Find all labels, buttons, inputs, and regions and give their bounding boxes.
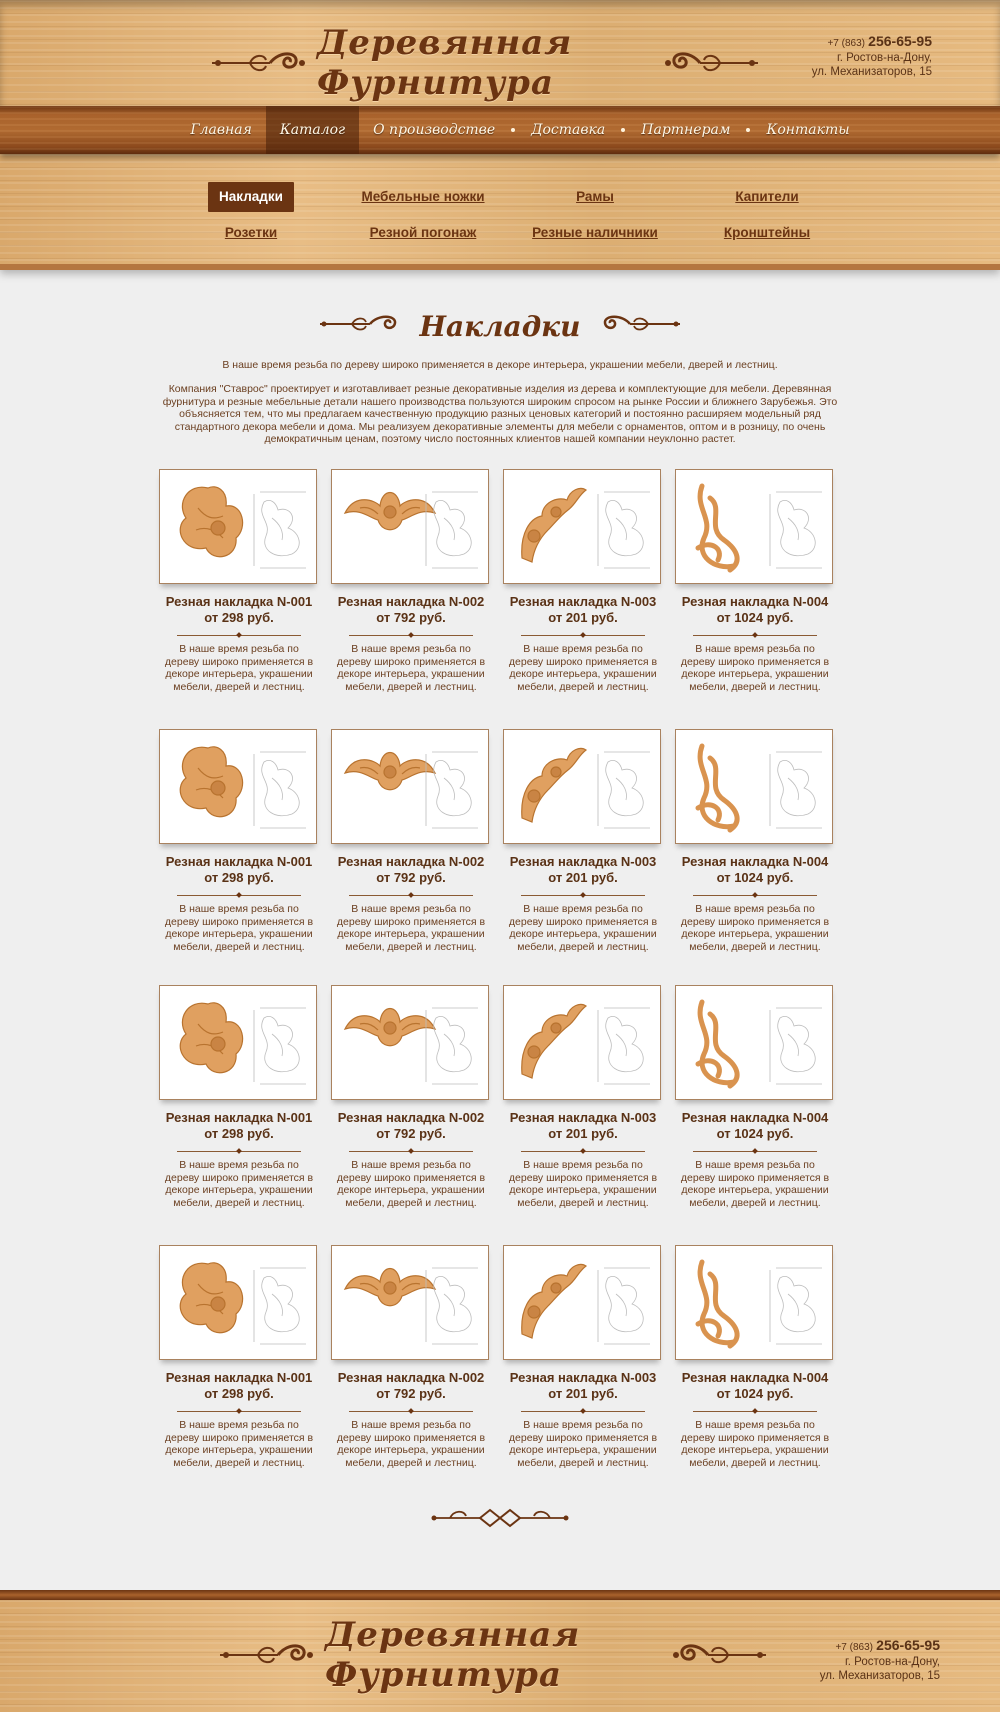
carving-leaf-icon [168,738,248,833]
product-card[interactable] [159,985,319,1209]
product-card[interactable] [675,1245,835,1469]
right-ornament-icon [665,48,760,78]
product-image[interactable] [331,469,489,584]
product-image[interactable] [159,1245,317,1360]
product-description: В наше время резьба по дереву широко применяется в декоре интерьера, украшении мебели, дверей и лестниц. [508,903,658,953]
carving-corner-icon [512,1254,592,1349]
product-title[interactable] [675,854,835,886]
product-description: В наше время резьба по дереву широко применяется в декоре интерьера, украшении мебели, дверей и лестниц. [508,1159,658,1209]
technical-drawing-icon [424,1264,482,1353]
product-name: Резная накладка N-001 [165,1370,313,1385]
product-card[interactable] [675,469,835,693]
product-description: В наше время резьба по дереву широко применяется в декоре интерьера, украшении мебели, дверей и лестниц. [164,1159,314,1209]
footer [0,1600,1000,1712]
title-right-ornament-icon [596,312,682,341]
nav-item-catalog[interactable]: Каталог [266,106,359,154]
product-divider [349,1411,473,1412]
footer-divider [0,1590,1000,1600]
nav-separator-dot [511,128,515,132]
product-image[interactable] [675,469,833,584]
product-title[interactable] [331,1110,491,1142]
product-description: В наше время резьба по дереву широко применяется в декоре интерьера, украшении мебели, дверей и лестниц. [680,643,830,693]
product-image[interactable] [503,1245,661,1360]
footer-phone[interactable] [820,1638,940,1655]
product-price: от 1024 руб. [716,1386,794,1401]
product-divider [521,635,645,636]
product-image[interactable] [331,1245,489,1360]
footer-contacts [820,1638,940,1683]
carving-tall-icon [684,994,754,1099]
product-title[interactable] [331,1370,491,1402]
footer-phone-code: +7 (863) [835,1642,873,1653]
main-nav [0,106,1000,154]
logo[interactable] [210,23,760,103]
footer-left-ornament-icon [218,1640,313,1670]
product-divider [349,895,473,896]
product-title[interactable] [159,1370,319,1402]
product-price: от 1024 руб. [716,870,794,885]
header-city: г. Ростов-на-Дону, [837,52,932,64]
product-price: от 1024 руб. [716,610,794,625]
product-title[interactable] [159,1110,319,1142]
product-title[interactable] [331,594,491,626]
product-price: от 201 руб. [548,1126,618,1141]
product-description: В наше время резьба по дереву широко применяется в декоре интерьера, украшении мебели, дверей и лестниц. [336,903,486,953]
footer-right-ornament-icon [673,1640,768,1670]
subnav-item-capitals[interactable]: Капители [735,189,799,204]
product-divider [521,1411,645,1412]
subnav-item-rosettes[interactable]: Розетки [224,225,278,240]
technical-drawing-icon [596,748,654,837]
carving-corner-icon [512,738,592,833]
technical-drawing-icon [596,488,654,577]
product-title[interactable] [159,594,319,626]
product-card[interactable] [331,729,491,953]
title-left-ornament-icon [318,312,404,341]
footer-street: ул. Механизаторов, 15 [819,1670,940,1682]
product-price: от 792 руб. [376,1386,446,1401]
nav-item-contacts[interactable]: Контакты [766,122,850,138]
bottom-ornament-icon [430,1506,570,1535]
subnav-item-legs[interactable]: Мебельные ножки [361,189,485,204]
technical-drawing-icon [424,488,482,577]
product-image[interactable] [503,729,661,844]
subnav-item-platbands[interactable]: Резные наличники [532,225,658,240]
technical-drawing-icon [252,1264,310,1353]
product-card[interactable] [159,1245,319,1469]
technical-drawing-icon [768,748,826,837]
product-name: Резная накладка N-002 [337,854,485,869]
header-street: ул. Механизаторов, 15 [811,66,932,78]
product-image[interactable] [331,729,489,844]
header-phone-code: +7 (863) [827,38,865,49]
product-name: Резная накладка N-001 [165,1110,313,1125]
footer-logo[interactable] [218,1615,768,1695]
product-divider [177,1151,301,1152]
product-image[interactable] [503,985,661,1100]
header-phone[interactable] [812,34,932,51]
technical-drawing-icon [768,1264,826,1353]
product-name: Резная накладка N-002 [337,594,485,609]
product-name: Резная накладка N-004 [681,1110,829,1125]
product-card[interactable] [503,985,663,1209]
technical-drawing-icon [424,1004,482,1093]
nav-item-partners[interactable]: Партнерам [641,122,731,138]
product-price: от 298 руб. [204,610,274,625]
product-description: В наше время резьба по дереву широко применяется в декоре интерьера, украшении мебели, дверей и лестниц. [336,1159,486,1209]
product-image[interactable] [159,729,317,844]
section-title [0,306,1000,346]
product-title[interactable] [503,594,663,626]
technical-drawing-icon [252,748,310,837]
logo-text: Деревянная Фурнитура [317,23,573,103]
product-price: от 201 руб. [548,870,618,885]
nav-separator-dot [746,128,750,132]
product-title[interactable] [675,1370,835,1402]
nav-separator-dot [621,128,625,132]
product-divider [521,1151,645,1152]
product-title[interactable] [159,854,319,886]
product-price: от 792 руб. [376,870,446,885]
product-price: от 201 руб. [548,610,618,625]
product-name: Резная накладка N-004 [681,594,829,609]
footer-phone-number: 256-65-95 [876,1637,940,1653]
product-title[interactable] [675,594,835,626]
product-description: В наше время резьба по дереву широко применяется в декоре интерьера, украшении мебели, дверей и лестниц. [336,643,486,693]
subnav-item-brackets[interactable]: Кронштейны [723,225,811,240]
product-name: Резная накладка N-002 [337,1370,485,1385]
technical-drawing-icon [424,748,482,837]
product-card[interactable] [503,1245,663,1469]
product-card[interactable] [159,729,319,953]
product-image[interactable] [503,469,661,584]
product-name: Резная накладка N-001 [165,854,313,869]
product-name: Резная накладка N-003 [509,594,657,609]
product-divider [693,895,817,896]
carving-leaf-icon [168,1254,248,1349]
technical-drawing-icon [252,488,310,577]
technical-drawing-icon [768,488,826,577]
product-card[interactable] [675,729,835,953]
product-divider [349,635,473,636]
carving-corner-icon [512,478,592,573]
product-price: от 298 руб. [204,1386,274,1401]
product-name: Резная накладка N-002 [337,1110,485,1125]
product-description: В наше время резьба по дереву широко применяется в декоре интерьера, украшении мебели, дверей и лестниц. [164,1419,314,1469]
intro-text-2: Компания "Ставрос" проектирует и изготавливает резные декоративные изделия из дерева и комплектующие для мебели. Деревянная фурнитура и резные мебельные детали нашего производства пользуются широким спросом на рынке России и ближнего Зарубежья. Это объясняется тем, что мы предлагаем качественную продукцию разных ценовых категорий и постоянно расширяем модельный ряд стандартного декора мебели и дома. Мы реализуем декоративные элементы для мебели с орнаментов, оптом и в розницу, по очень демократичным ценам, поэтому число постоянных клиентов нашей компании неуклонно растет. [162,383,838,446]
product-description: В наше время резьба по дереву широко применяется в декоре интерьера, украшении мебели, дверей и лестниц. [508,643,658,693]
product-description: В наше время резьба по дереву широко применяется в декоре интерьера, украшении мебели, дверей и лестниц. [680,903,830,953]
subnav-item-moulding[interactable]: Резной погонаж [369,225,477,240]
nav-item-production[interactable]: О производстве [373,122,496,138]
product-price: от 792 руб. [376,610,446,625]
product-title[interactable] [503,1370,663,1402]
product-name: Резная накладка N-003 [509,1370,657,1385]
product-description: В наше время резьба по дереву широко применяется в декоре интерьера, украшении мебели, дверей и лестниц. [680,1419,830,1469]
carving-leaf-icon [168,994,248,1089]
product-divider [177,1411,301,1412]
product-image[interactable] [159,985,317,1100]
product-divider [177,635,301,636]
subnav-item-frames[interactable]: Рамы [576,189,614,204]
product-title[interactable] [675,1110,835,1142]
product-divider [521,895,645,896]
page-title: Накладки [419,309,581,343]
carving-tall-icon [684,1254,754,1359]
product-name: Резная накладка N-004 [681,854,829,869]
product-description: В наше время резьба по дереву широко применяется в декоре интерьера, украшении мебели, дверей и лестниц. [508,1419,658,1469]
product-card[interactable] [331,469,491,693]
product-image[interactable] [675,729,833,844]
product-description: В наше время резьба по дереву широко применяется в декоре интерьера, украшении мебели, дверей и лестниц. [336,1419,486,1469]
product-description: В наше время резьба по дереву широко применяется в декоре интерьера, украшении мебели, дверей и лестниц. [680,1159,830,1209]
product-image[interactable] [675,985,833,1100]
product-card[interactable] [159,469,319,693]
carving-leaf-icon [168,478,248,573]
carving-tall-icon [684,478,754,583]
footer-logo-text: Деревянная Фурнитура [325,1615,581,1695]
product-divider [693,1411,817,1412]
product-card[interactable] [675,985,835,1209]
product-card[interactable] [331,985,491,1209]
product-divider [349,1151,473,1152]
product-title[interactable] [331,854,491,886]
product-card[interactable] [331,1245,491,1469]
intro-text-1: В наше время резьба по дереву широко применяется в декоре интерьера, украшении мебели, дверей и лестниц. [222,359,778,371]
nav-item-delivery[interactable]: Доставка [531,122,606,138]
technical-drawing-icon [768,1004,826,1093]
product-image[interactable] [159,469,317,584]
product-image[interactable] [675,1245,833,1360]
product-name: Резная накладка N-003 [509,854,657,869]
footer-city: г. Ростов-на-Дону, [845,1656,940,1668]
product-title[interactable] [503,854,663,886]
product-description: В наше время резьба по дереву широко применяется в декоре интерьера, украшении мебели, дверей и лестниц. [164,903,314,953]
product-price: от 298 руб. [204,870,274,885]
product-name: Резная накладка N-001 [165,594,313,609]
catalog-subnav [0,154,1000,270]
product-card[interactable] [503,469,663,693]
product-description: В наше время резьба по дереву широко применяется в декоре интерьера, украшении мебели, дверей и лестниц. [164,643,314,693]
product-divider [693,635,817,636]
product-name: Резная накладка N-004 [681,1370,829,1385]
product-divider [693,1151,817,1152]
header-phone-number: 256-65-95 [868,33,932,49]
technical-drawing-icon [596,1264,654,1353]
product-price: от 792 руб. [376,1126,446,1141]
technical-drawing-icon [252,1004,310,1093]
product-name: Резная накладка N-003 [509,1110,657,1125]
header [0,0,1000,106]
product-image[interactable] [331,985,489,1100]
left-ornament-icon [210,48,305,78]
header-contacts [812,34,932,79]
product-price: от 298 руб. [204,1126,274,1141]
product-price: от 201 руб. [548,1386,618,1401]
technical-drawing-icon [596,1004,654,1093]
subnav-item-nakladki[interactable]: Накладки [208,182,294,212]
product-price: от 1024 руб. [716,1126,794,1141]
product-divider [177,895,301,896]
product-card[interactable] [503,729,663,953]
carving-tall-icon [684,738,754,843]
product-title[interactable] [503,1110,663,1142]
carving-corner-icon [512,994,592,1089]
nav-item-home[interactable]: Главная [190,122,252,138]
